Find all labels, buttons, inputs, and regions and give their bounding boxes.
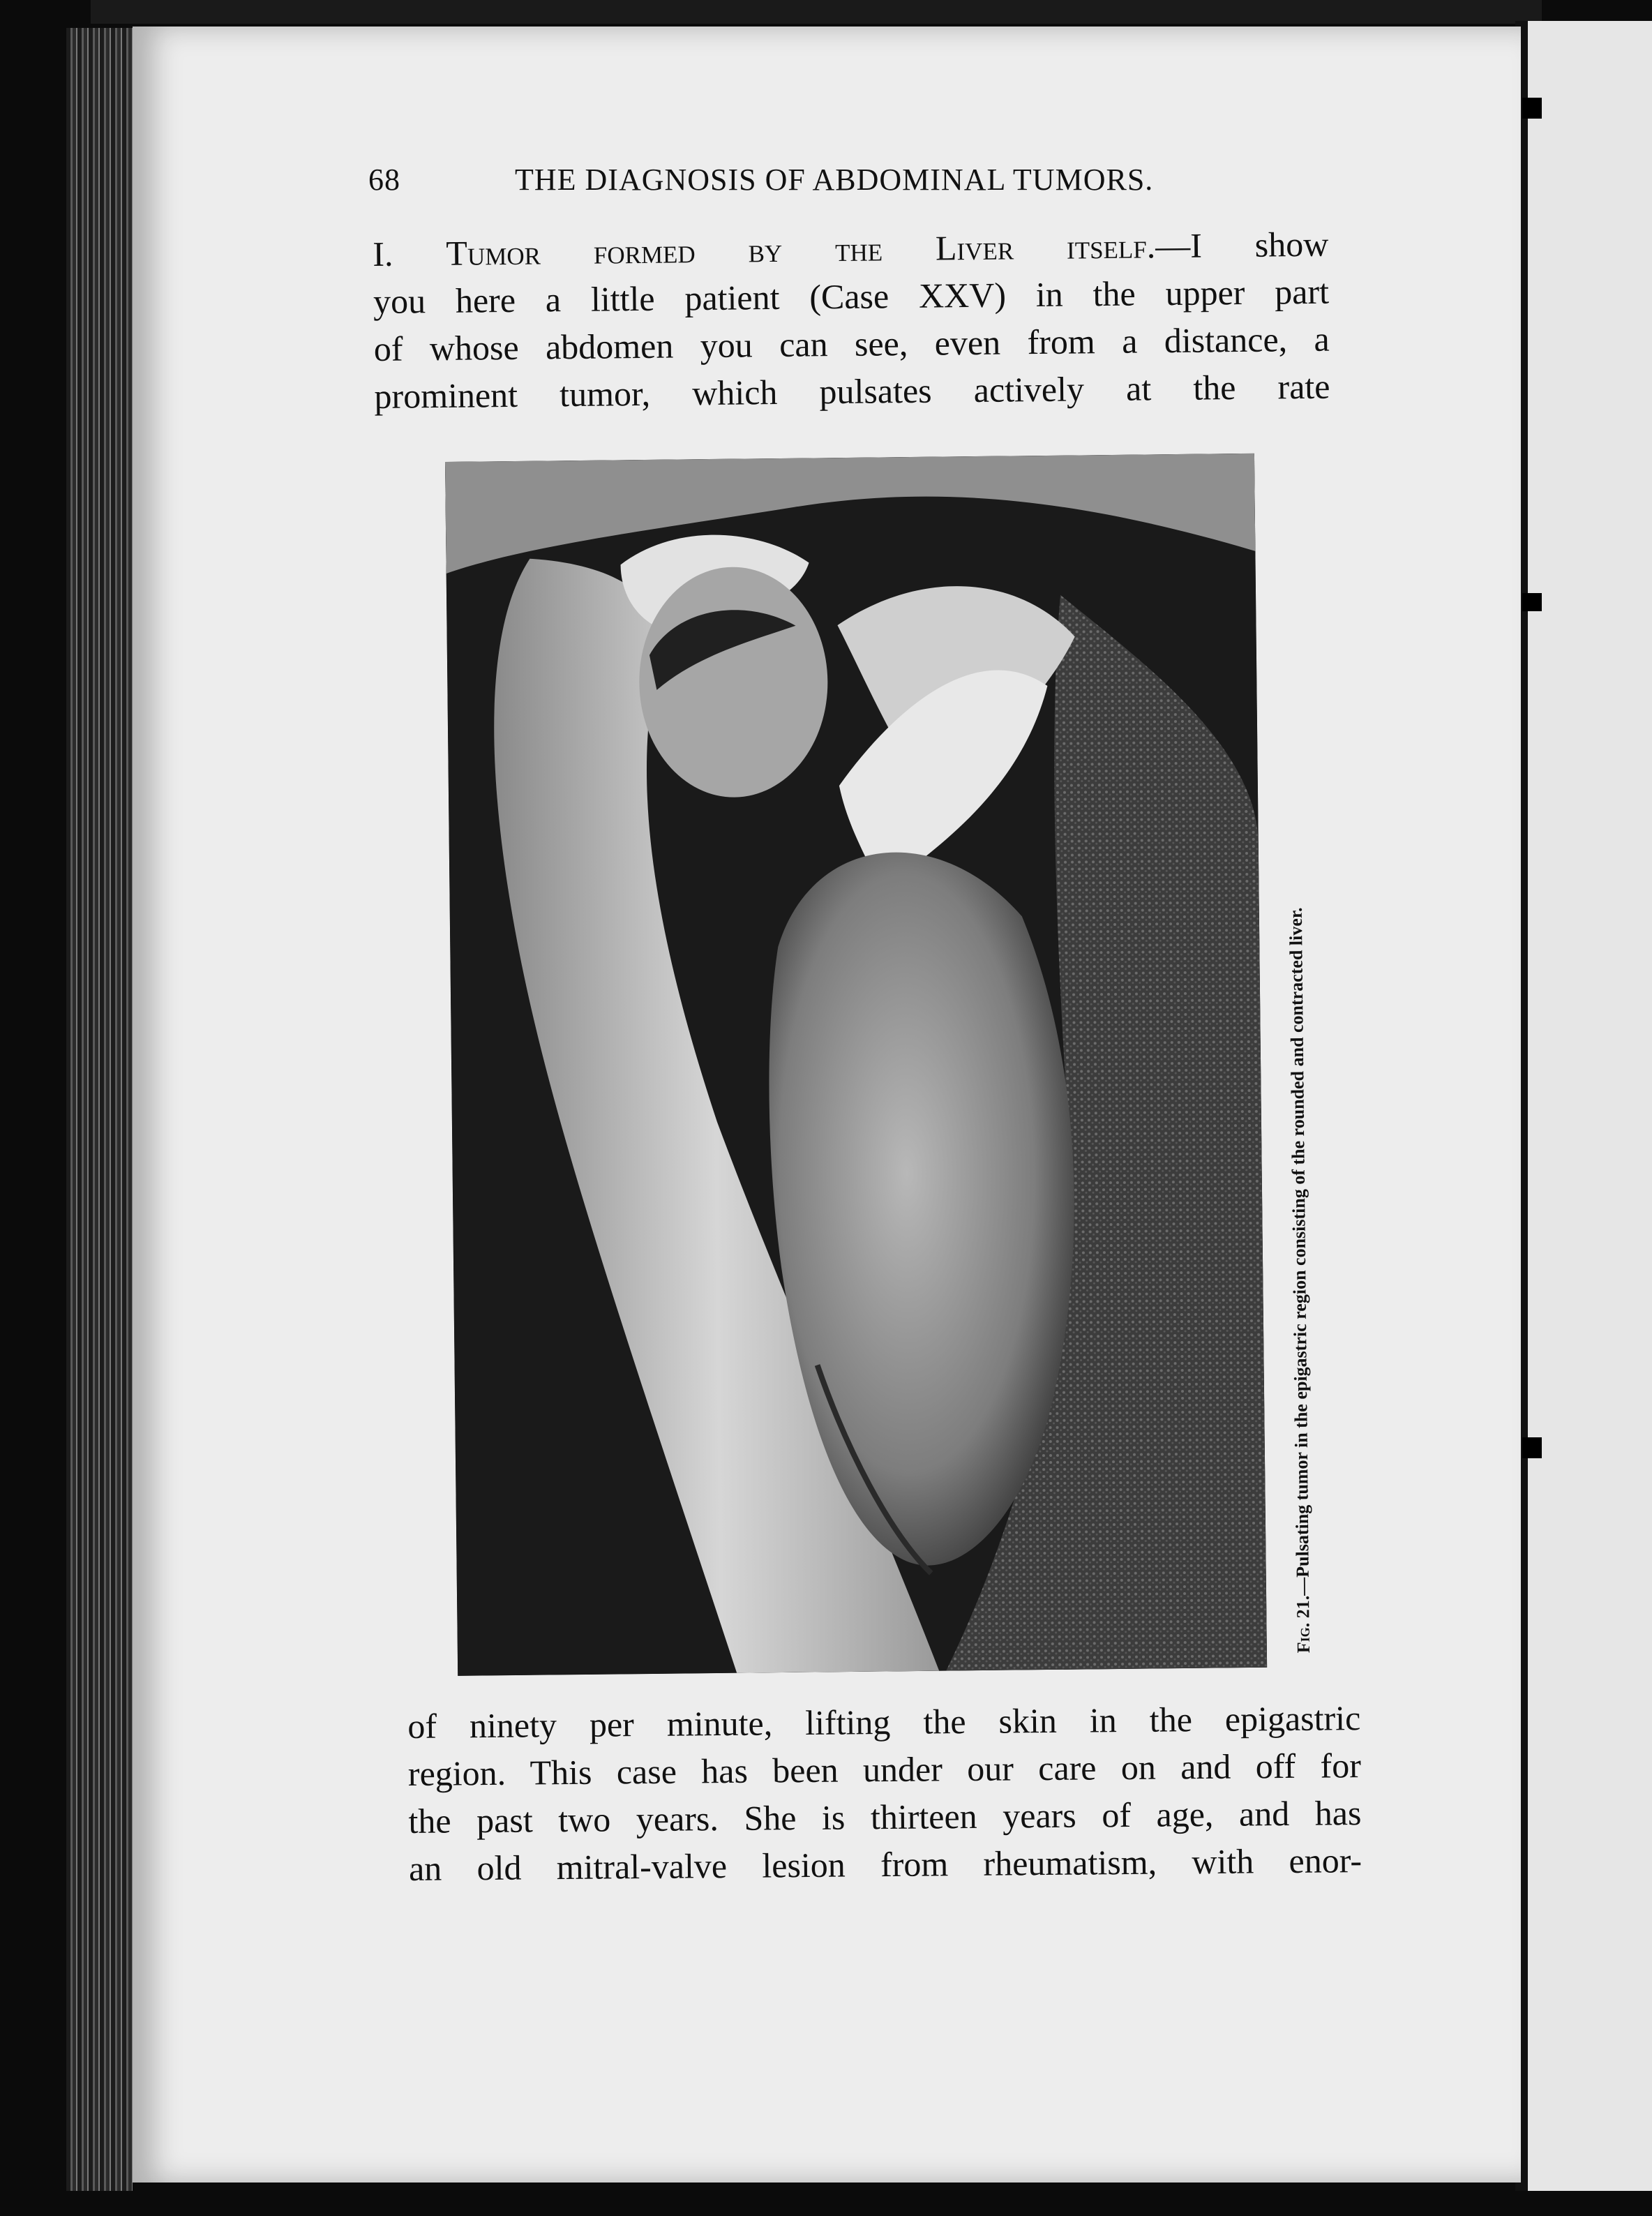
section-heading: Tumor formed by the Liver itself. bbox=[446, 226, 1156, 273]
gutter-mark bbox=[1522, 593, 1542, 611]
bottom-paragraph bbox=[407, 1694, 1362, 1892]
page-number: 68 bbox=[368, 163, 400, 197]
paragraph-line: of whose abdomen you can see, even from a distance, a bbox=[373, 319, 1330, 368]
paragraph-line: region. This case has been under our care on and off for bbox=[407, 1746, 1362, 1793]
paragraph-line: the past two years. She is thirteen years of age, and has bbox=[408, 1793, 1362, 1841]
facing-page bbox=[1528, 21, 1652, 2191]
figure-21 bbox=[445, 453, 1314, 1675]
figure-photograph bbox=[445, 454, 1267, 1676]
figure-label: Fig. 21. bbox=[1293, 1595, 1314, 1654]
running-head bbox=[368, 162, 1317, 204]
paragraph-line: I. Tumor formed by the Liver itself.—I show bbox=[373, 224, 1329, 274]
paragraph-line: an old mitral-valve lesion from rheumatism, with enor- bbox=[408, 1841, 1362, 1888]
book-page-edges bbox=[66, 28, 133, 2191]
paragraph-line: prominent tumor, which pulsates actively at the rate bbox=[374, 366, 1330, 416]
gutter-mark bbox=[1522, 98, 1542, 119]
gutter-mark bbox=[1522, 1437, 1542, 1458]
paragraph-line: you here a little patient (Case XXV) in the upper part bbox=[373, 271, 1330, 321]
running-title: THE DIAGNOSIS OF ABDOMINAL TUMORS. bbox=[515, 163, 1154, 197]
patient-photo-illustration bbox=[445, 454, 1267, 1676]
paragraph-line: of ninety per minute, lifting the skin in the epigastric bbox=[407, 1698, 1361, 1746]
figure-caption-body: —Pulsating tumor in the epigastric region consisting of the rounded and contracted liver. bbox=[1285, 907, 1314, 1596]
scan-top-edge bbox=[91, 0, 1542, 24]
top-paragraph bbox=[373, 220, 1330, 420]
